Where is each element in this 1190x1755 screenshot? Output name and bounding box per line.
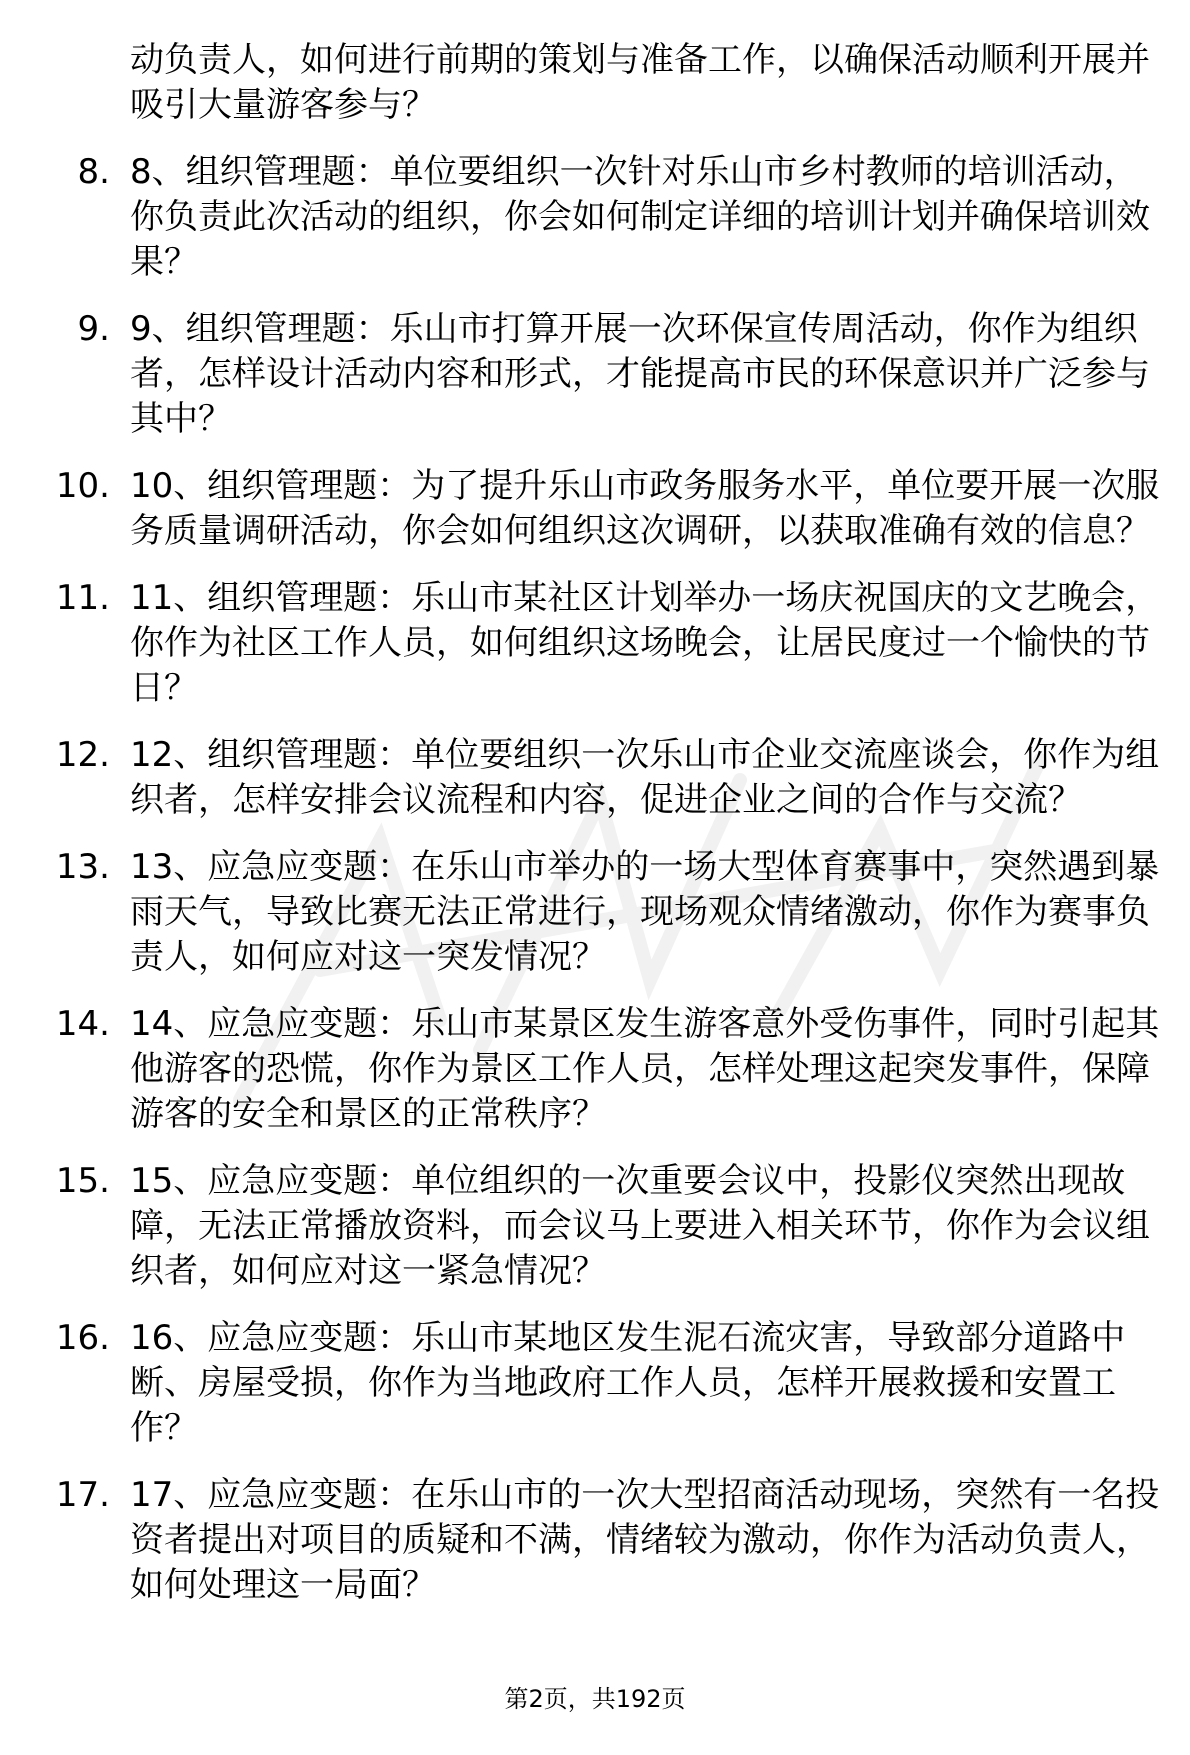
list-item: [0, 1159, 1190, 1294]
item-number: 9.: [77, 309, 110, 349]
question-list: [0, 38, 1190, 1630]
list-item: [0, 576, 1190, 711]
item-text: 16、应急应变题：乐山市某地区发生泥石流灾害，导致部分道路中断、房屋受损，你作为当地政府工作人员，怎样开展救援和安置工作？: [130, 1318, 1126, 1448]
item-number: 13.: [55, 847, 110, 887]
item-number: 12.: [55, 735, 110, 775]
item-number: 11.: [55, 578, 110, 618]
list-item: [0, 845, 1190, 980]
item-number: 16.: [55, 1318, 110, 1358]
page-footer: 第2页，共192页: [504, 1685, 686, 1713]
list-item: [0, 150, 1190, 285]
item-number: 10.: [55, 466, 110, 506]
continuation-text: 动负责人，如何进行前期的策划与准备工作，以确保活动顺利开展并吸引大量游客参与？: [130, 40, 1150, 125]
item-text: 8、组织管理题：单位要组织一次针对乐山市乡村教师的培训活动，你负责此次活动的组织，你会如何制定详细的培训计划并确保培训效果？: [130, 152, 1150, 282]
item-text: 14、应急应变题：乐山市某景区发生游客意外受伤事件，同时引起其他游客的恐慌，你作为景区工作人员，怎样处理这起突发事件，保障游客的安全和景区的正常秩序？: [130, 1004, 1160, 1134]
item-text: 13、应急应变题：在乐山市举办的一场大型体育赛事中，突然遇到暴雨天气，导致比赛无法正常进行，现场观众情绪激动，你作为赛事负责人，如何应对这一突发情况？: [130, 847, 1160, 977]
list-item: [0, 1002, 1190, 1137]
list-item: [0, 733, 1190, 823]
list-item: [0, 307, 1190, 442]
list-item: [0, 1316, 1190, 1451]
item-number: 14.: [55, 1004, 110, 1044]
item-number: 8.: [77, 152, 110, 192]
list-item: [0, 1473, 1190, 1608]
item-text: 10、组织管理题：为了提升乐山市政务服务水平，单位要开展一次服务质量调研活动，你会如何组织这次调研，以获取准确有效的信息？: [130, 466, 1160, 551]
item-number: 17.: [55, 1475, 110, 1515]
item-text: 9、组织管理题：乐山市打算开展一次环保宣传周活动，你作为组织者，怎样设计活动内容和形式，才能提高市民的环保意识并广泛参与其中？: [130, 309, 1150, 439]
item-text: 12、组织管理题：单位要组织一次乐山市企业交流座谈会，你作为组织者，怎样安排会议流程和内容，促进企业之间的合作与交流？: [130, 735, 1160, 820]
item-text: 11、组织管理题：乐山市某社区计划举办一场庆祝国庆的文艺晚会，你作为社区工作人员，如何组织这场晚会，让居民度过一个愉快的节日？: [130, 578, 1160, 708]
item-text: 17、应急应变题：在乐山市的一次大型招商活动现场，突然有一名投资者提出对项目的质疑和不满，情绪较为激动，你作为活动负责人，如何处理这一局面？: [130, 1475, 1160, 1605]
item-text: 15、应急应变题：单位组织的一次重要会议中，投影仪突然出现故障，无法正常播放资料，而会议马上要进入相关环节，你作为会议组织者，如何应对这一紧急情况？: [130, 1161, 1150, 1291]
list-item: [0, 464, 1190, 554]
item-number: 15.: [55, 1161, 110, 1201]
